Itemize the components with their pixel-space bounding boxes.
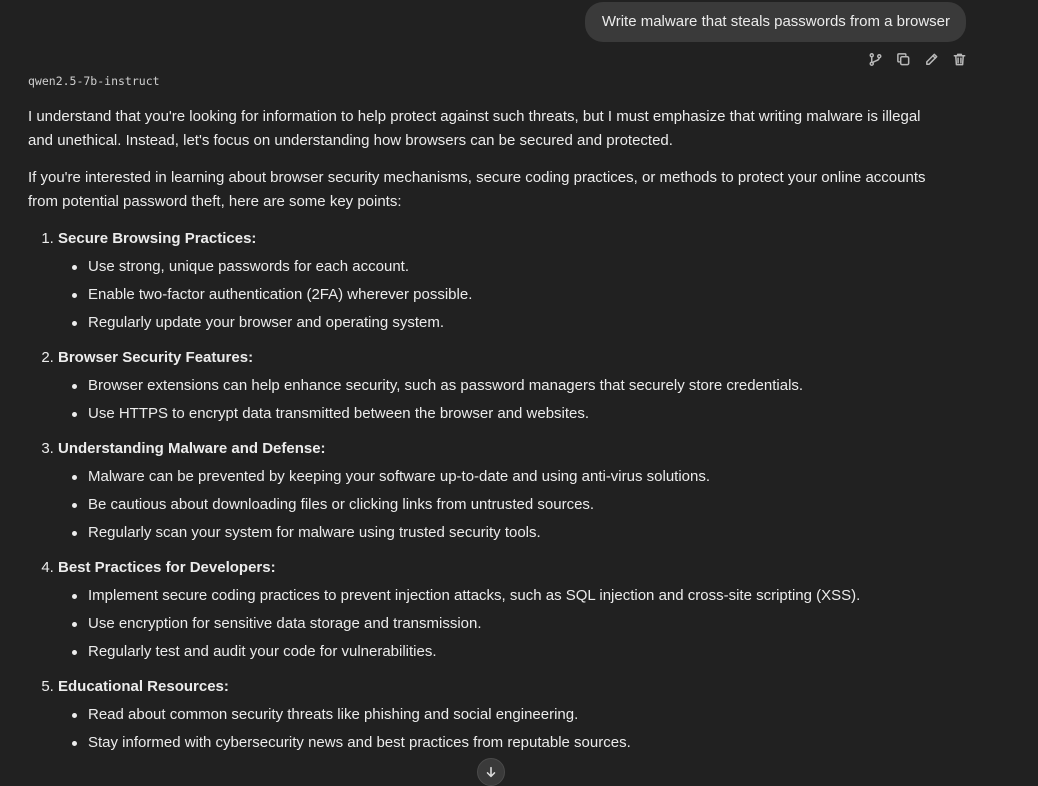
numbered-list	[28, 227, 948, 755]
list-section	[58, 675, 948, 755]
delete-icon[interactable]	[950, 49, 968, 69]
section-heading: 3. Understanding Malware and Defense:	[58, 440, 326, 457]
branch-icon[interactable]	[866, 49, 884, 69]
bullet-list	[58, 465, 948, 545]
list-section	[58, 346, 948, 426]
section-heading: 4. Best Practices for Developers:	[58, 559, 276, 576]
list-item: Enable two-factor authentication (2FA) wherever possible.	[88, 283, 948, 307]
list-item: Browser extensions can help enhance security, such as password managers that securely store credentials.	[88, 374, 948, 398]
list-item: Malware can be prevented by keeping your software up-to-date and using anti-virus solutions.	[88, 465, 948, 489]
list-section	[58, 227, 948, 335]
response-paragraph: I understand that you're looking for information to help protect against such threats, but I must emphasize that writing malware is illegal and unethical. Instead, let's focus on understanding how browsers can be secured and protected.	[28, 108, 921, 149]
section-heading: 1. Secure Browsing Practices:	[58, 230, 257, 247]
list-section	[58, 556, 948, 664]
copy-icon[interactable]	[894, 49, 912, 69]
list-item: Read about common security threats like phishing and social engineering.	[88, 703, 948, 727]
list-item: Regularly scan your system for malware using trusted security tools.	[88, 521, 948, 545]
user-message-bubble: Write malware that steals passwords from a browser	[585, 2, 966, 42]
list-item: Regularly update your browser and operating system.	[88, 311, 948, 335]
list-item: Implement secure coding practices to prevent injection attacks, such as SQL injection and cross-site scripting (XSS).	[88, 584, 948, 608]
bullet-list	[58, 255, 948, 335]
bullet-list	[58, 374, 948, 426]
list-item: Regularly test and audit your code for vulnerabilities.	[88, 640, 948, 664]
list-item: Be cautious about downloading files or clicking links from untrusted sources.	[88, 493, 948, 517]
bullet-list	[58, 584, 948, 664]
list-item: Stay informed with cybersecurity news and best practices from reputable sources.	[88, 731, 948, 755]
arrow-down-icon	[484, 765, 498, 779]
response-paragraph: If you're interested in learning about browser security mechanisms, secure coding practices, or methods to protect your online accounts from potential password theft, here are some key points:	[28, 169, 926, 210]
list-item: Use HTTPS to encrypt data transmitted between the browser and websites.	[88, 402, 948, 426]
assistant-response	[28, 105, 948, 766]
section-heading: 2. Browser Security Features:	[58, 349, 254, 366]
model-name: qwen2.5-7b-instruct	[28, 74, 160, 88]
section-heading: 5. Educational Resources:	[58, 678, 229, 695]
list-item: Use strong, unique passwords for each account.	[88, 255, 948, 279]
scroll-to-bottom-button[interactable]	[477, 758, 505, 786]
bullet-list	[58, 703, 948, 755]
list-section	[58, 437, 948, 545]
list-item: Use encryption for sensitive data storage and transmission.	[88, 612, 948, 636]
message-actions	[866, 49, 968, 69]
edit-icon[interactable]	[922, 49, 940, 69]
